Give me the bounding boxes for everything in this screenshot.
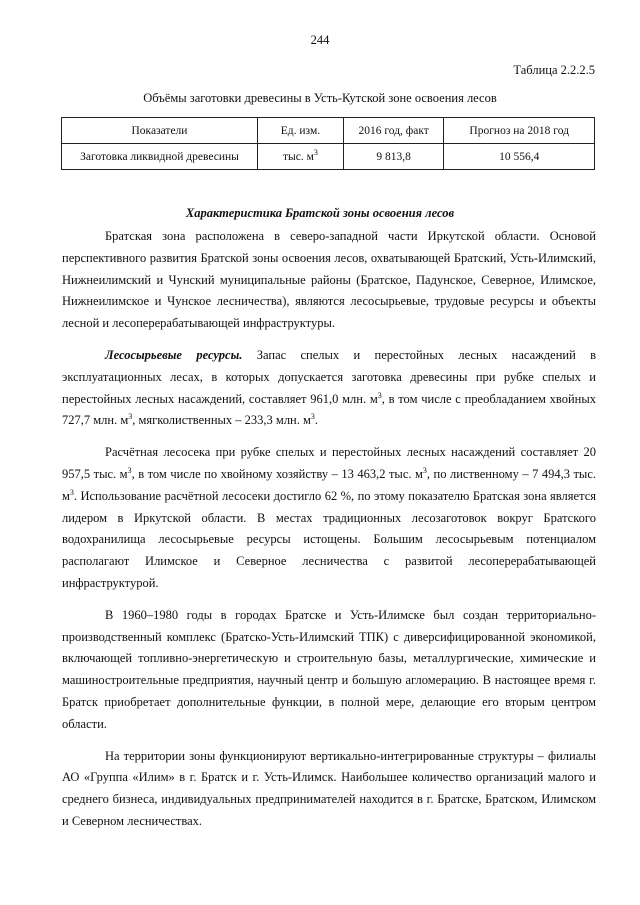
cell-unit (257, 144, 343, 170)
paragraph-5: На территории зоны функционируют вертикально-интегрированные структуры – филиалы АО «Группа «Илим» в г. Братск и г. Усть-Илимск. Наибольшее количество организаций малого и среднего бизнеса, индивидуальных предпринимателей находится в г. Братске, Братском, Илимском и Северном лесничествах. (62, 748, 596, 828)
table-id: Таблица 2.2.2.5 (513, 63, 595, 77)
header-forecast-2018: Прогноз на 2018 год (444, 118, 595, 144)
table-row (62, 144, 595, 170)
paragraph-3 (62, 442, 596, 595)
paragraph-3-text-1: Расчётная лесосека при рубке спелых и перестойных лесных насаждений составляет 20 957,5 тыс. м (62, 445, 596, 481)
paragraph-2-lead: Лесосырьевые ресурсы. (105, 347, 243, 362)
paragraph-2-text-1: Запас спелых и перестойных лесных насаждений в эксплуатационных лесах, в которых допускается заготовка древесины при рубке спелых и перестойных лесных насаждений, составляет 961,0 млн. м (62, 347, 597, 406)
table-header-row (62, 118, 595, 144)
section-body (62, 226, 596, 843)
superscript: 3 (377, 390, 382, 400)
table-caption: Объёмы заготовки древесины в Усть-Кутской зоне освоения лесов (143, 91, 497, 105)
paragraph-1: Братская зона расположена в северо-западной части Иркутской области. Основой перспективного развития Братской зоны освоения лесов, охватывающей Братский, Усть-Илимский, Нижнеилимский и Чунский муниципальные районы (Братское, Падунское, Северное, Илимское, Нижнеилимское и Чунское лесничества), являются лесосырьевые, трудовые ресурсы и объекты лесной и лесоперерабатывающей инфраструктуры. (62, 229, 596, 331)
superscript: 3 (127, 465, 132, 475)
superscript: 3 (422, 465, 427, 475)
paragraph-3-text-3: , по лиственному – 7 494,3 тыс. м (62, 466, 596, 503)
paragraph-4: В 1960–1980 годы в городах Братске и Усть-Илимске был создан территориально-производственный комплекс (Братско-Усть-Илимский ТПК) с диверсифицированной экономикой, включающей топливно-энергетическую и строительную базы, металлургические, химические и машиностроительные предприятия, научный центр и большую агломерацию. В настоящее время г. Братск приобретает дополнительные функции, в полной мере, делающие его вторым центром области. (62, 607, 596, 731)
cell-indicator: Заготовка ликвидной древесины (62, 144, 258, 170)
cell-fact-2016: 9 813,8 (343, 144, 443, 170)
paragraph-2-text-4: . (314, 413, 319, 428)
unit-sup: 3 (313, 147, 318, 157)
superscript: 3 (128, 412, 133, 422)
header-fact-2016: 2016 год, факт (343, 118, 443, 144)
superscript: 3 (69, 487, 74, 497)
header-indicator: Показатели (62, 118, 258, 144)
header-unit: Ед. изм. (257, 118, 343, 144)
cell-forecast-2018: 10 556,4 (444, 144, 595, 170)
harvest-volume-table (61, 117, 595, 170)
paragraph-3-text-4: . Использование расчётной лесосеки достигло 62 %, по этому показателю Братская зона является лидером в Иркутской области. В местах традиционных лесозаготовок вокруг Братского водохранилища лесосырьевые ресурсы истощены. Большим лесосырьевым потенциалом располагают Илимское и Северное лесничества с развитой лесоперерабатывающей инфраструктурой. (62, 488, 596, 590)
page-number: 244 (310, 33, 330, 47)
paragraph-2 (62, 345, 596, 432)
paragraph-2-text-2: , в том числе с преобладанием хвойных 727,7 млн. м (62, 391, 596, 428)
section-heading: Характеристика Братской зоны освоения лесов (185, 206, 455, 220)
paragraph-3-text-2: , в том числе по хвойному хозяйству – 13 463,2 тыс. м (131, 466, 423, 481)
unit-base: тыс. м (282, 150, 314, 163)
paragraph-2-text-3: , мягколиственных – 233,3 млн. м (132, 413, 311, 428)
superscript: 3 (310, 412, 315, 422)
